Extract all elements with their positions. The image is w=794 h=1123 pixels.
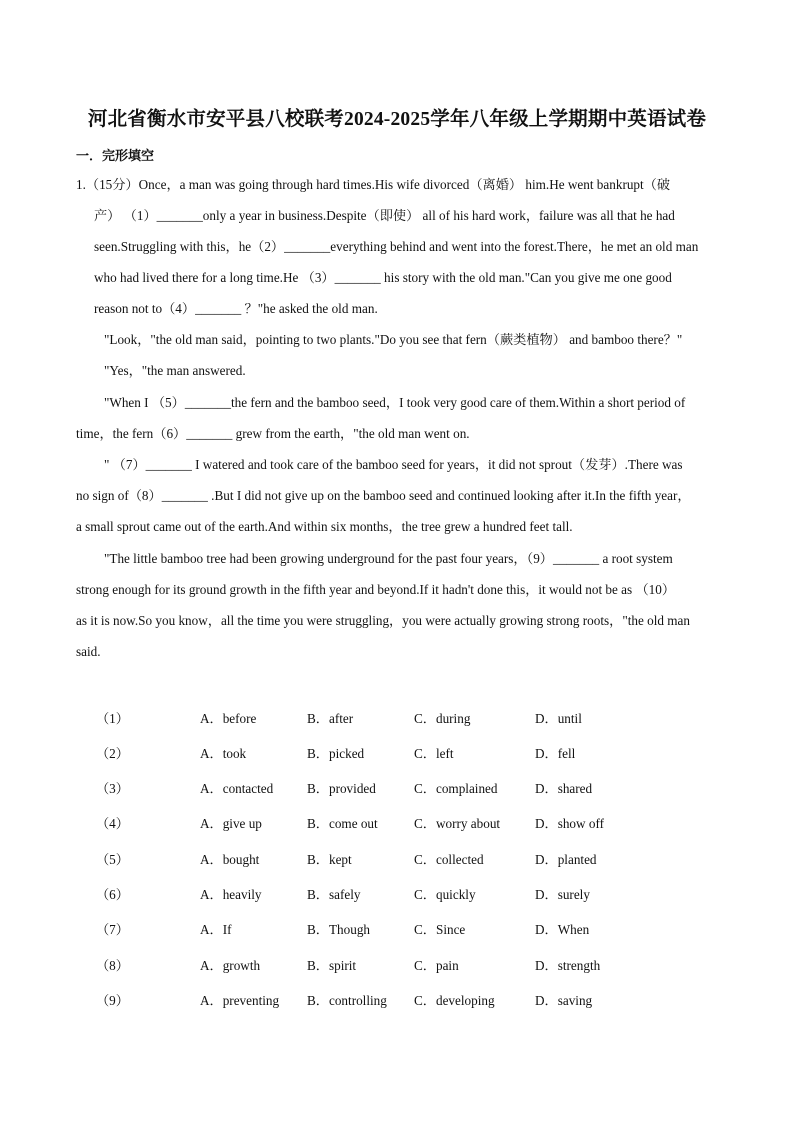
option-row <box>0 955 794 975</box>
passage-line: a small sprout came out of the earth.And within six months，the tree grew a hundred feet tall. <box>76 519 573 534</box>
option-c: C．complained <box>414 781 498 796</box>
option-row <box>0 849 794 869</box>
passage-line: reason not to（4）_______ ？"he asked the old man. <box>94 301 378 316</box>
option-c: C．developing <box>414 993 495 1008</box>
option-b: B．kept <box>307 852 352 867</box>
option-d: D．surely <box>535 887 590 902</box>
section-heading: 一．完形填空 <box>76 148 155 163</box>
passage-line: 产） （1）_______only a year in business.Despite（即使） all of his hard work，failure was all that he had <box>94 208 675 223</box>
passage-line: "When I （5）_______the fern and the bamboo seed，I took very good care of them.Within a short period of <box>104 395 686 410</box>
question-number: （7） <box>96 922 129 937</box>
option-c: C．worry about <box>414 816 501 831</box>
passage-line: as it is now.So you know，all the time you were struggling，you were actually growing strong roots，"the old man <box>76 613 690 628</box>
question-number: （3） <box>96 781 129 796</box>
option-d: D．show off <box>535 816 604 831</box>
question-number: （4） <box>96 816 129 831</box>
option-row <box>0 778 794 798</box>
option-row <box>0 708 794 728</box>
option-b: B．after <box>307 711 354 726</box>
passage-line: said. <box>76 644 101 659</box>
option-row <box>0 813 794 833</box>
passage-line: " （7）_______ I watered and took care of the bamboo seed for years，it did not sprout（发芽）.There was <box>104 457 683 472</box>
option-d: D．shared <box>535 781 593 796</box>
question-number: （8） <box>96 958 129 973</box>
question-number: （6） <box>96 887 129 902</box>
option-a: A．heavily <box>200 887 262 902</box>
passage-line: time，the fern（6）_______ grew from the earth，"the old man went on. <box>76 426 470 441</box>
option-b: B．come out <box>307 816 378 831</box>
passage-line: no sign of（8）_______ .But I did not give up on the bamboo seed and continued looking after it.In the fifth year， <box>76 488 691 503</box>
option-c: C．Since <box>414 922 466 937</box>
option-row <box>0 919 794 939</box>
option-c: C．pain <box>414 958 459 973</box>
option-d: D．strength <box>535 958 601 973</box>
passage-line: who had lived there for a long time.He （3）_______ his story with the old man."Can you give me one good <box>94 270 672 285</box>
option-row <box>0 990 794 1010</box>
option-a: A．took <box>200 746 247 761</box>
option-row <box>0 743 794 763</box>
option-b: B．picked <box>307 746 365 761</box>
option-c: C．collected <box>414 852 484 867</box>
option-a: A．give up <box>200 816 262 831</box>
option-a: A．before <box>200 711 257 726</box>
option-a: A．If <box>200 922 232 937</box>
passage-line: 1.（15分）Once，a man was going through hard times.His wife divorced（离婚） him.He went bankrupt（破 <box>76 177 671 192</box>
option-d: D．saving <box>535 993 593 1008</box>
passage-line: seen.Struggling with this，he（2）_______everything behind and went into the forest.There，he met an old man <box>94 239 699 254</box>
option-b: B．controlling <box>307 993 387 1008</box>
option-a: A．contacted <box>200 781 274 796</box>
option-c: C．left <box>414 746 454 761</box>
option-d: D．fell <box>535 746 576 761</box>
question-number: （5） <box>96 852 129 867</box>
option-a: A．growth <box>200 958 261 973</box>
option-a: A．preventing <box>200 993 280 1008</box>
passage-line: strong enough for its ground growth in the fifth year and beyond.If it hadn't done this，it would not be as （10） <box>76 582 676 597</box>
option-b: B．spirit <box>307 958 357 973</box>
question-number: （2） <box>96 746 129 761</box>
option-d: D．until <box>535 711 582 726</box>
passage-line: "Look，"the old man said，pointing to two plants."Do you see that fern（蕨类植物） and bamboo there？" <box>104 332 683 347</box>
option-d: D．planted <box>535 852 597 867</box>
passage-line: "The little bamboo tree had been growing underground for the past four years，（9）_______ a root system <box>104 551 673 566</box>
option-c: C．quickly <box>414 887 476 902</box>
option-a: A．bought <box>200 852 260 867</box>
option-b: B．safely <box>307 887 361 902</box>
option-row <box>0 884 794 904</box>
page-title: 河北省衡水市安平县八校联考2024-2025学年八年级上学期期中英语试卷 <box>87 109 707 130</box>
question-number: （1） <box>96 711 129 726</box>
option-b: B．provided <box>307 781 376 796</box>
option-b: B．Though <box>307 922 371 937</box>
question-number: （9） <box>96 993 129 1008</box>
option-c: C．during <box>414 711 471 726</box>
passage-line: "Yes，"the man answered. <box>104 363 246 378</box>
option-d: D．When <box>535 922 590 937</box>
